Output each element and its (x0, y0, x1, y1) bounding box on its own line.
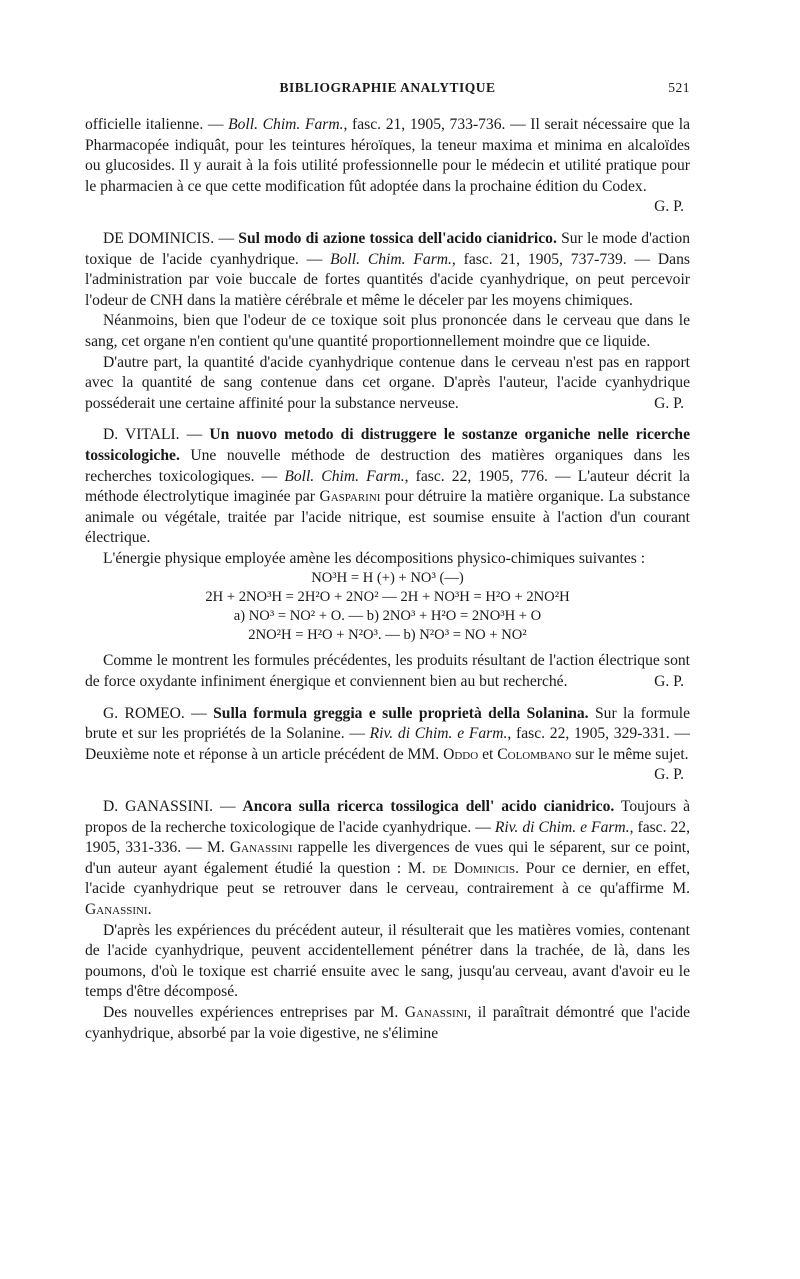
entry-title: Sulla formula greggia e sulle proprietà della Solanina. (213, 704, 589, 722)
page-number: 521 (668, 80, 690, 95)
person-name: Oddo (443, 745, 479, 763)
page-body (85, 78, 690, 1044)
journal-ref: Boll. Chim. Farm. (284, 467, 405, 485)
journal-ref: Riv. di Chim. e Farm. (494, 818, 630, 836)
entry-author: D. VITALI. (103, 426, 180, 444)
entry-author: D. GANASSINI. (103, 798, 214, 816)
person-name: Ganassini (85, 901, 148, 918)
entry-title: Un nuovo metodo di distruggere le sostanze organiche nelle ricerche tossicologiche. (85, 426, 691, 464)
signature: G. P. (654, 673, 684, 691)
person-name: Colombano (497, 745, 572, 763)
person-name: Ganassini (404, 1003, 468, 1021)
formula-line: 2H + 2NO³H = 2H²O + 2NO² — 2H + NO³H = H²O + 2NO²H (205, 589, 570, 606)
entry-author: G. ROMEO. (103, 704, 185, 722)
formula-line: a) NO³ = NO² + O. — b) 2NO³ + H²O = 2NO³H + O (233, 608, 542, 625)
running-title: BIBLIOGRAPHIE ANALYTIQUE (279, 80, 496, 95)
person-name: Gasparini (319, 488, 381, 506)
paragraph: Comme le montrent les formules précédentes, les produits résultant de l'action électrique sont de force oxydante infiniment énergique et conviennent bien au but recherché. G. P. (85, 651, 690, 692)
bibliography-entry: G. ROMEO. — Sulla formula greggia e sulle proprietà della Solanina. Sur la formule brute et sur les propriétés de la Solanine. — Riv. di Chim. e Farm., fasc. 22, 1905, 329-331. — Deuxième note et réponse à un article précédent de MM. Oddo et Colombano sur le même sujet. G. P. (85, 704, 690, 786)
paragraph: Néanmoins, bien que l'odeur de ce toxique soit plus prononcée dans le cerveau que dans le sang, cet organe n'en contient qu'une quantité proportionnellement moindre que ce liquide. (85, 312, 690, 350)
entry-title: Ancora sulla ricerca tossilogica dell' acido cianidrico. (242, 798, 615, 816)
formula-line: 2NO²H = H²O + N²O³. — b) N²O³ = NO + NO² (248, 627, 527, 644)
person-name: Ganassini (229, 839, 293, 857)
entry-title: Sul modo di azione tossica dell'acido cianidrico. (238, 229, 557, 247)
paragraph: D'autre part, la quantité d'acide cyanhydrique contenue dans le cerveau n'est pas en rapport avec la quantité de sang contenue dans cet organe. D'après l'auteur, l'acide cyanhydrique posséderait une certaine affinité pour la substance nerveuse. G. P. (85, 353, 690, 415)
bibliography-entry: D. VITALI. — Un nuovo metodo di distruggere le sostanze organiche nelle ricerche tossicologiche. Une nouvelle méthode de destruction des matières organiques dans les recherches toxicologiques. — Boll. Chim. Farm., fasc. 22, 1905, 776. — L'auteur décrit la méthode électrolytique imaginée par Gasparini pour détruire la matière organique. La substance animale ou végétale, traitée par l'acide nitrique, est soumise ensuite à l'action d'un courant électrique. L'énergie physique employée amène les décompositions physico-chimiques suivantes : NO³H = H (+) + NO³ (—) 2H + 2NO³H = 2H²O + 2NO² — 2H + NO³H = H²O + 2NO²H a) NO³ = NO² + O. — b) 2NO³ + H²O = 2NO³H + O 2NO²H = H²O + N²O³. — b) N²O³ = NO + NO² Comme le montrent les formules précédentes, les produits résultant de l'action électrique sont de force oxydante infiniment énergique et conviennent bien au but recherché. G. P. (85, 425, 690, 692)
entry-author: DE DOMINICIS. (103, 229, 215, 247)
signature: G. P. (654, 766, 684, 784)
bibliography-entry: DE DOMINICIS. — Sul modo di azione tossica dell'acido cianidrico. Sur le mode d'action toxique de l'acide cyanhydrique. — Boll. Chim. Farm., fasc. 21, 1905, 737-739. — Dans l'administration par voie buccale de fortes quantités d'acide cyanhydrique, on peut percevoir l'odeur de CNH dans la matière cérébrale et même le déceler par les moyens chimiques. Néanmoins, bien que l'odeur de ce toxique soit plus prononcée dans le cerveau que dans le sang, cet organe n'en contient qu'une quantité proportionnellement moindre que ce liquide. D'autre part, la quantité d'acide cyanhydrique contenue dans le cerveau n'est pas en rapport avec la quantité de sang contenue dans cet organe. D'après l'auteur, l'acide cyanhydrique posséderait une certaine affinité pour la substance nerveuse. G. P. (85, 229, 690, 414)
person-name: de Dominicis (432, 859, 516, 877)
journal-ref: Boll. Chim. Farm. (330, 250, 452, 268)
journal-ref: Riv. di Chim. e Farm. (369, 725, 508, 743)
journal-ref: Boll. Chim. Farm. (228, 116, 344, 133)
bibliography-entry: D. GANASSINI. — Ancora sulla ricerca tossilogica dell' acido cianidrico. Toujours à propos de la recherche toxicologique de l'acide cyanhydrique. — Riv. di Chim. e Farm., fasc. 22, 1905, 331-336. — M. Ganassini rappelle les divergences de vues qui le séparent, sur ce point, d'un auteur ayant également étudié la question : M. de Dominicis. Pour ce dernier, en effet, l'acide cyanhydrique peut se retrouver dans le cerveau, contrairement à ce qu'affirme M. Ganassini. D'après les expériences du précédent auteur, il résulterait que les matières vomies, contenant de l'acide cyanhydrique, peuvent accidentellement pénétrer dans la trachée, de là, dans les poumons, d'où le toxique est charrié ensuite avec le sang, jusqu'au cerveau, avant d'avoir eu le temps d'être décomposé. Des nouvelles expériences entreprises par M. Ganassini, il paraîtrait démontré que l'acide cyanhydrique, absorbé par la voie digestive, ne s'élimine (85, 797, 690, 1044)
signature: G. P. (654, 394, 684, 412)
signature: G. P. (654, 198, 684, 216)
paragraph: D'après les expériences du précédent auteur, il résulterait que les matières vomies, contenant de l'acide cyanhydrique, peuvent accidentellement pénétrer dans la trachée, de là, dans les poumons, d'où le toxique est charrié ensuite avec le sang, jusqu'au cerveau, avant d'avoir eu le temps d'être décomposé. (85, 921, 690, 1001)
paragraph: L'énergie physique employée amène les décompositions physico-chimiques suivantes : (103, 549, 646, 567)
continued-paragraph: officielle italienne. — Boll. Chim. Farm., fasc. 21, 1905, 733-736. — Il serait nécessaire que la Pharmacopée indiquât, pour les teintures héroïques, la teneur maxima et minima en alcaloïdes ou glucosides. Il y aurait à la fois utilité professionnelle pour le médecin et utilité pratique pour le pharmacien à ce que cette modification fût adoptée dans la prochaine édition du Codex. (85, 116, 690, 195)
formula-line: NO³H = H (+) + NO³ (—) (311, 570, 464, 587)
paragraph: Des nouvelles expériences entreprises par M. Ganassini, il paraîtrait démontré que l'acide cyanhydrique, absorbé par la voie digestive, ne s'élimine (85, 1003, 690, 1042)
